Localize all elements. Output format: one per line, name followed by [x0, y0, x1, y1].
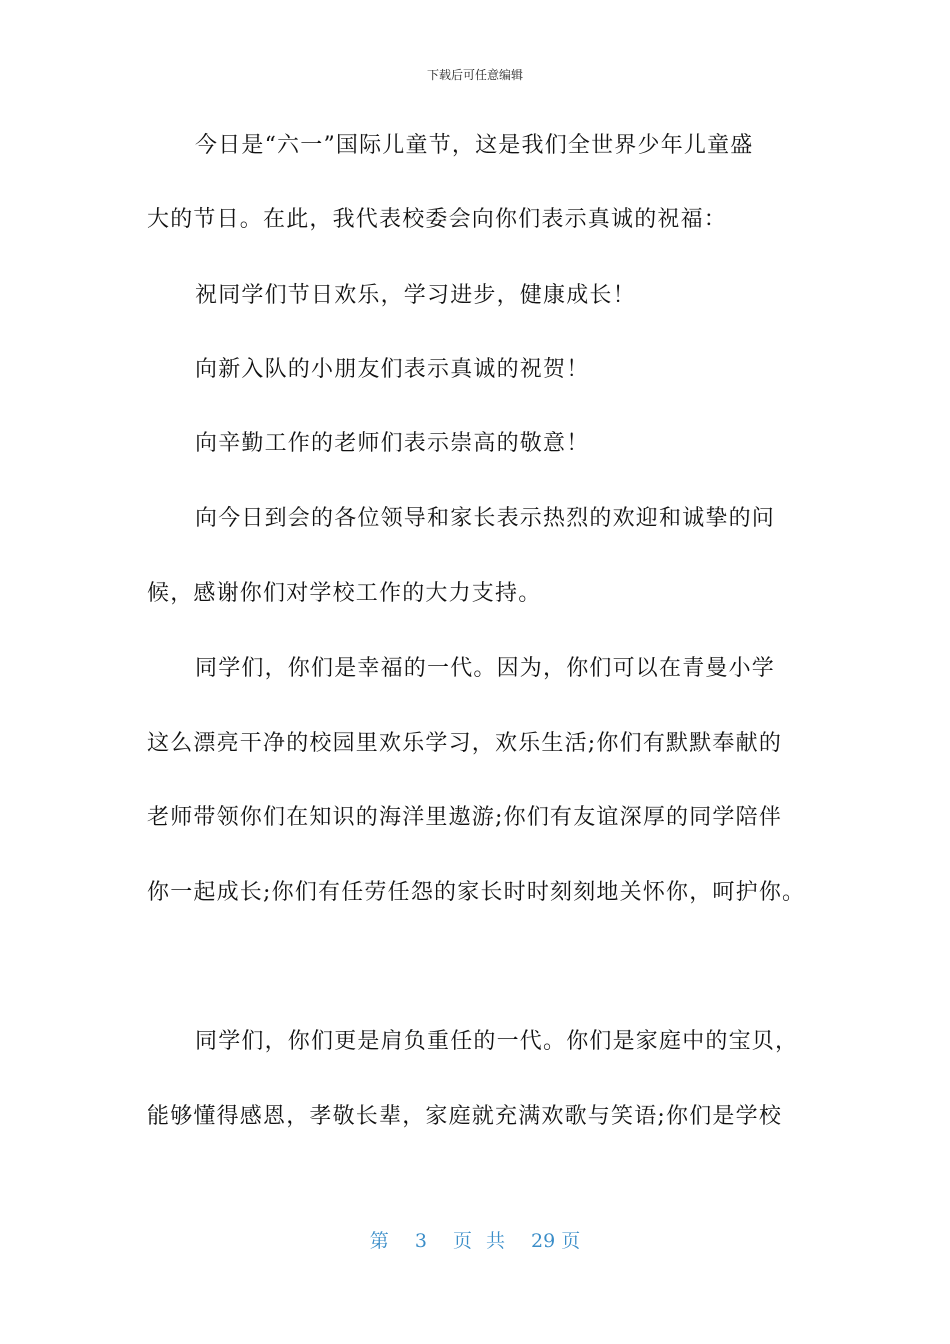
page-label-suffix: 页 [561, 1230, 581, 1252]
paragraph-line: 能够懂得感恩，孝敬长辈，家庭就充满欢歌与笑语;你们是学校 [147, 1104, 783, 1129]
paragraph-line: 同学们，你们更是肩负重任的一代。你们是家庭中的宝贝， [195, 1029, 799, 1054]
paragraph-line: 今日是“六一”国际儿童节，这是我们全世界少年儿童盛 [195, 133, 754, 158]
paragraph-line: 这么漂亮干净的校园里欢乐学习，欢乐生活;你们有默默奉献的 [147, 731, 783, 756]
paragraph-line: 老师带领你们在知识的海洋里遨游;你们有友谊深厚的同学陪伴 [147, 805, 783, 830]
page-total: 29 [531, 1230, 556, 1252]
paragraph-line: 大的节日。在此，我代表校委会向你们表示真诚的祝福： [147, 207, 728, 232]
paragraph-line: 向辛勤工作的老师们表示崇高的敬意！ [195, 431, 590, 456]
page-label-prefix: 第 [369, 1230, 389, 1252]
page-number-footer [0, 1226, 950, 1253]
paragraph-line: 你一起成长;你们有任劳任怨的家长时时刻刻地关怀你，呵护你。 [147, 880, 806, 905]
paragraph-line: 向新入队的小朋友们表示真诚的祝贺！ [195, 357, 590, 382]
page-current: 3 [414, 1230, 427, 1252]
page-header-note: 下载后可任意编辑 [426, 68, 523, 82]
paragraph-line: 同学们，你们是幸福的一代。因为，你们可以在青曼小学 [195, 656, 776, 681]
paragraph-line: 候，感谢你们对学校工作的大力支持。 [147, 581, 542, 606]
paragraph-line: 向今日到会的各位领导和家长表示热烈的欢迎和诚挚的问 [195, 506, 776, 531]
paragraph-line: 祝同学们节日欢乐，学习进步，健康成长！ [195, 283, 636, 308]
page-label-mid: 页 共 [452, 1230, 505, 1252]
